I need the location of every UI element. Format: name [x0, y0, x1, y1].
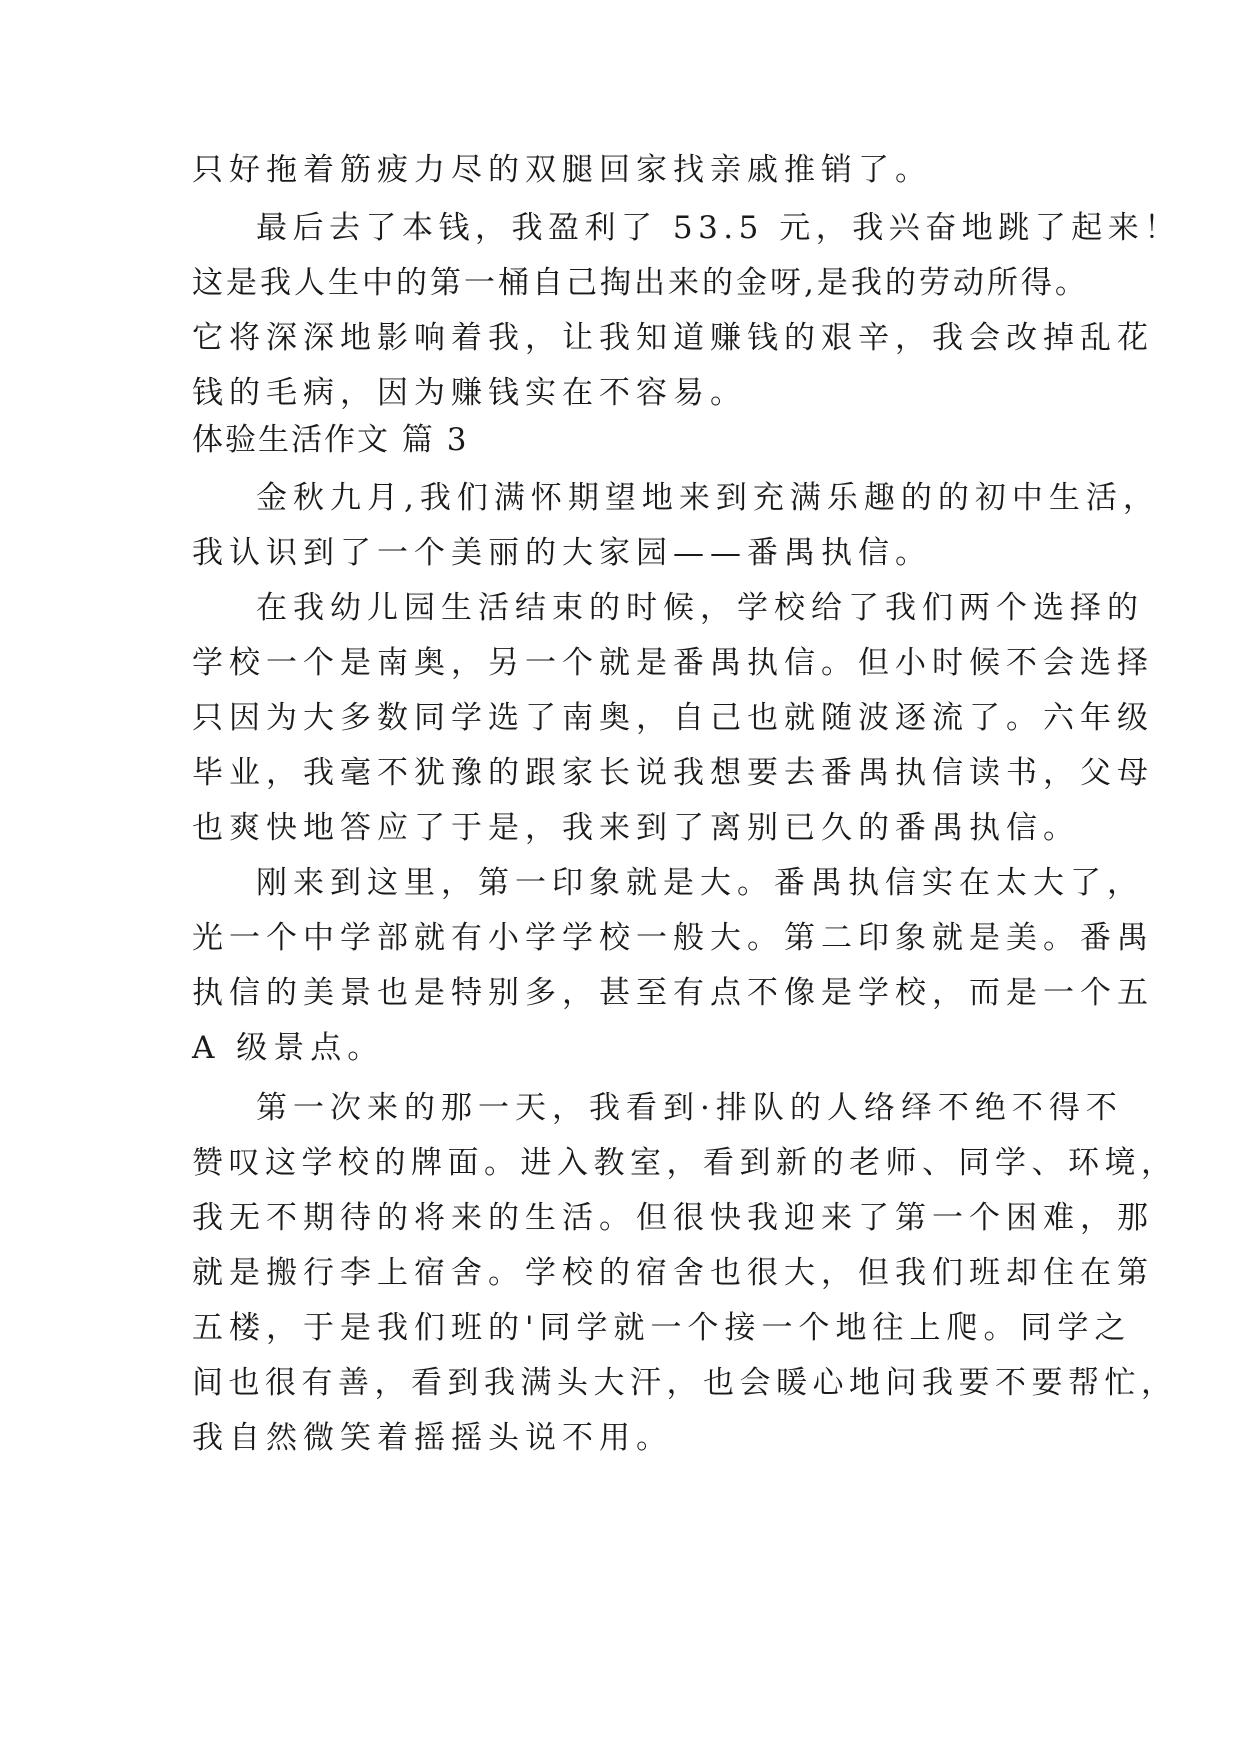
- text-line: 钱的毛病，因为赚钱实在不容易。: [192, 375, 747, 411]
- text-line: 只因为大多数同学选了南奥，自己也就随波逐流了。六年级: [192, 700, 1154, 736]
- paragraph-first-line: 最后去了本钱，我盈利了 53.5 元，我兴奋地跳了起来！: [256, 210, 1181, 246]
- text-line: 我无不期待的将来的生活。但很快我迎来了第一个困难，那: [192, 1200, 1154, 1236]
- text-line: 就是搬行李上宿舍。学校的宿舍也很大，但我们班却住在第: [192, 1255, 1154, 1291]
- paragraph-first-line: 刚来到这里，第一印象就是大。番禺执信实在太大了，: [256, 865, 1144, 901]
- text-line: 执信的美景也是特别多，甚至有点不像是学校，而是一个五: [192, 975, 1154, 1011]
- text-line: 只好拖着筋疲力尽的双腿回家找亲戚推销了。: [192, 152, 932, 188]
- text-line: 光一个中学部就有小学学校一般大。第二印象就是美。番禺: [192, 920, 1154, 956]
- section-heading: 体验生活作文 篇 3: [192, 422, 469, 458]
- text-line: 间也很有善，看到我满头大汗，也会暖心地问我要不要帮忙，: [192, 1365, 1178, 1401]
- text-line: 也爽快地答应了于是，我来到了离别已久的番禺执信。: [192, 810, 1080, 846]
- text-line: 学校一个是南奥，另一个就是番禺执信。但小时候不会选择: [192, 645, 1154, 681]
- text-line: 赞叹这学校的牌面。进入教室，看到新的老师、同学、环境，: [192, 1145, 1178, 1181]
- text-line: 它将深深地影响着我，让我知道赚钱的艰辛，我会改掉乱花: [192, 320, 1154, 356]
- text-line: 五楼，于是我们班的'同学就一个接一个地往上爬。同学之: [192, 1310, 1132, 1346]
- text-line: 我自然微笑着摇摇头说不用。: [192, 1420, 673, 1456]
- text-line: 毕业，我毫不犹豫的跟家长说我想要去番禺执信读书，父母: [192, 755, 1154, 791]
- text-line: 这是我人生中的第一桶自己掏出来的金呀,是我的劳动所得。: [192, 265, 1089, 301]
- text-line: 我认识到了一个美丽的大家园——番禺执信。: [192, 535, 932, 571]
- paragraph-first-line: 第一次来的那一天，我看到·排队的人络绎不绝不得不: [256, 1090, 1123, 1126]
- paragraph-first-line: 金秋九月,我们满怀期望地来到充满乐趣的的初中生活，: [256, 480, 1160, 516]
- text-line: A 级景点。: [192, 1030, 385, 1066]
- paragraph-first-line: 在我幼儿园生活结束的时候，学校给了我们两个选择的: [256, 590, 1144, 626]
